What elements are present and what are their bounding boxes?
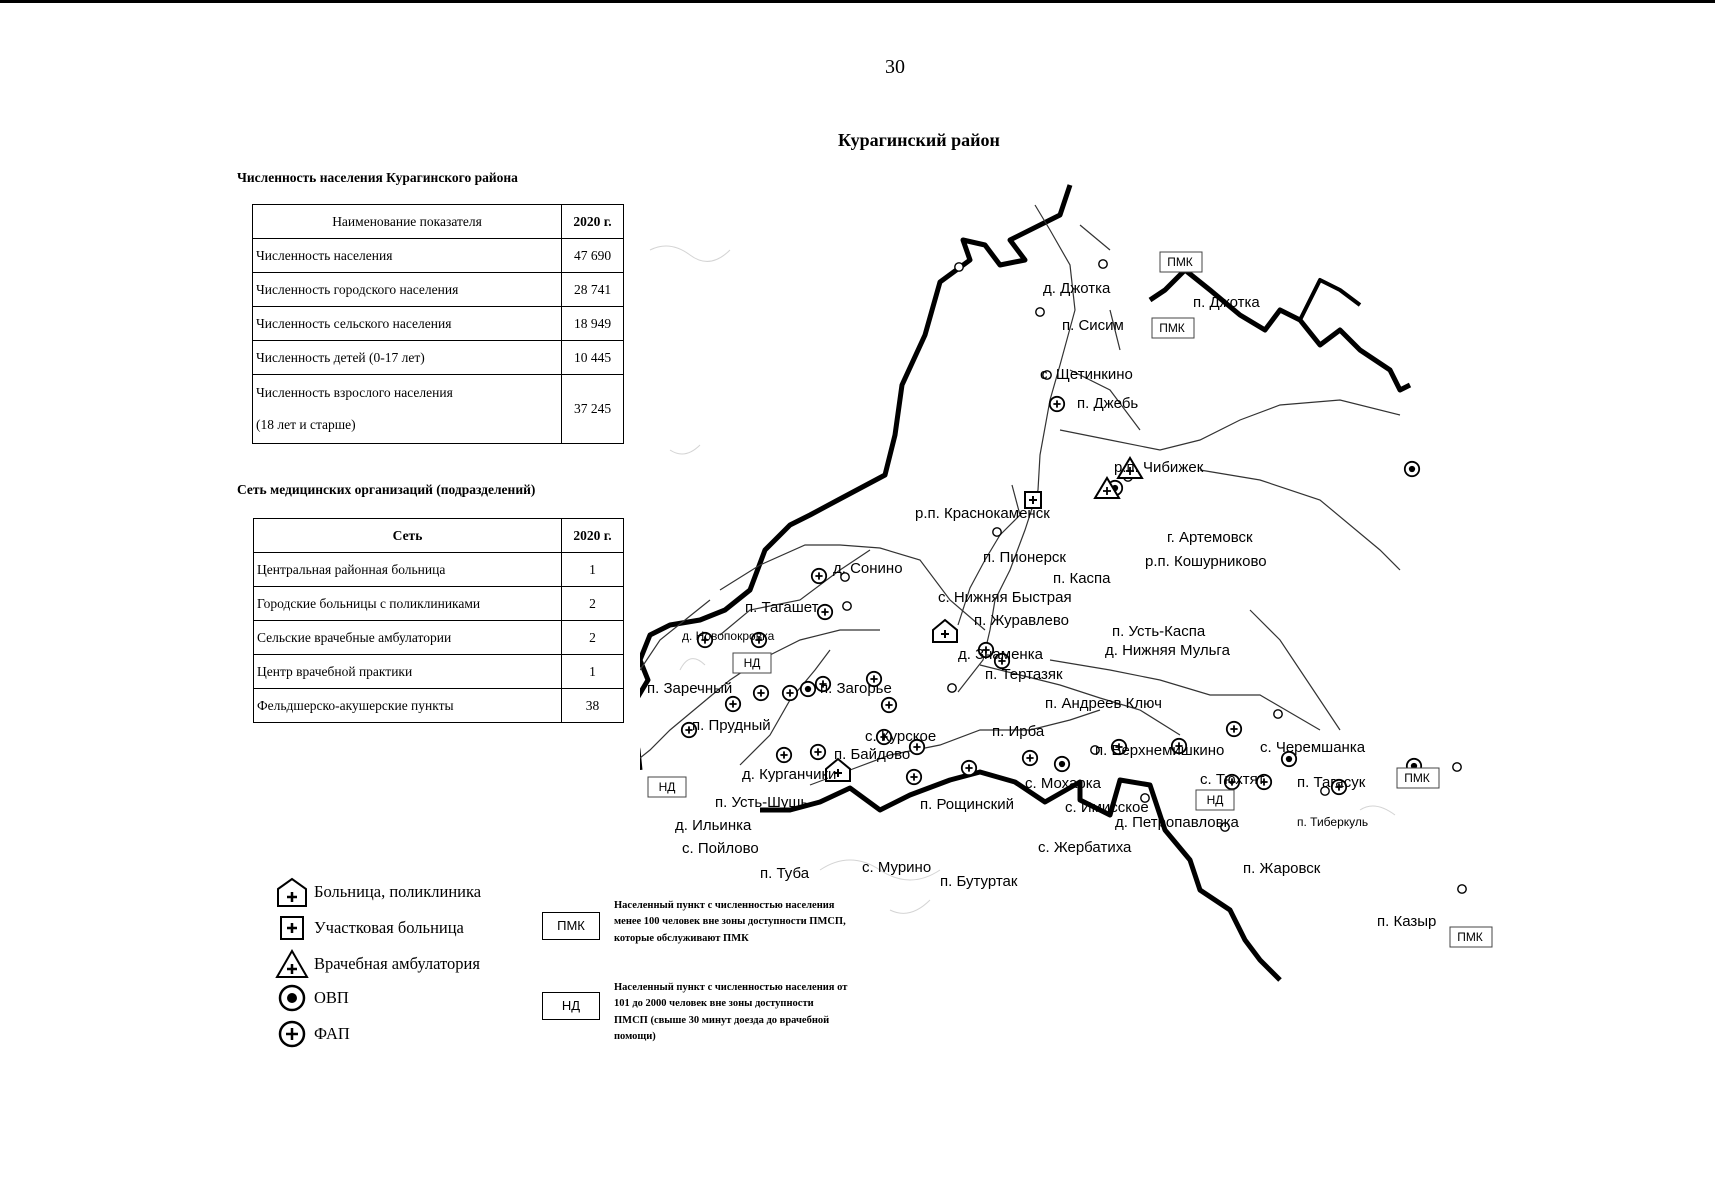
ovp-marker	[1405, 462, 1419, 476]
top-border	[0, 0, 1715, 3]
place-label: р.п. Чибижек	[1114, 459, 1204, 476]
legend-ambulatory-label: Врачебная амбулатория	[314, 954, 480, 973]
place-label: п. Сисим	[1062, 317, 1124, 334]
population-table-title: Численность населения Курагинского района	[237, 170, 518, 185]
row-label: Центр врачебной практики	[254, 655, 562, 689]
legend-fap	[274, 1018, 350, 1050]
place-label: д. Курганчики	[742, 766, 837, 783]
border-northeast-2	[1300, 280, 1360, 320]
pmk-box-label: ПМК	[1457, 930, 1483, 944]
row-value: 47 690	[562, 239, 624, 273]
place-label: п. Байдово	[834, 746, 911, 763]
table-row	[253, 273, 624, 307]
header-network: Сеть	[254, 519, 562, 553]
relief-texture	[650, 246, 1395, 913]
table-row	[253, 341, 624, 375]
place-label: с. Тюхтят	[1200, 771, 1265, 788]
row-value: 37 245	[562, 375, 624, 444]
road-network	[640, 205, 1400, 785]
place-label: д. Знаменка	[958, 646, 1043, 663]
row-label: Численность детей (0-17 лет)	[253, 341, 562, 375]
fap-marker	[812, 569, 826, 583]
row-value: 18 949	[562, 307, 624, 341]
marker	[955, 263, 963, 271]
place-labels	[647, 280, 1436, 930]
row-label-line1: Численность взрослого населения	[256, 385, 453, 400]
place-label: г. Артемовск	[1167, 529, 1253, 546]
row-label: Центральная районная больница	[254, 553, 562, 587]
nd-box	[1196, 790, 1234, 810]
table-row	[254, 587, 624, 621]
place-label: с. Щетинкино	[1040, 366, 1133, 383]
table-row	[254, 553, 624, 587]
network-table-title: Сеть медицинских организаций (подразделений)	[237, 482, 536, 497]
row-value: 38	[562, 689, 624, 723]
place-label: п. Бутуртак	[940, 873, 1018, 890]
marker	[948, 684, 956, 692]
table-row	[253, 239, 624, 273]
row-label-line2: (18 лет и старше)	[256, 417, 356, 432]
pmk-box-label: ПМК	[1159, 321, 1185, 335]
map-title: Курагинский район	[838, 130, 1000, 150]
legend-nd-text: Населенный пункт с численностью населения от 101 до 2000 человек вне зоны доступности ПМСП (свыше 30 минут доезда до врачебной помощи)	[614, 982, 848, 1042]
place-label: с. Курское	[865, 728, 937, 745]
pmk-box	[1397, 768, 1439, 788]
table-header-row	[254, 519, 624, 553]
row-value: 2	[562, 587, 624, 621]
place-label: п. Тертазяк	[985, 666, 1063, 683]
place-label: п. Пионерск	[983, 549, 1066, 566]
place-label: п. Туба	[760, 865, 810, 882]
ambulatory-icon	[274, 948, 310, 980]
place-label: с. Мохарка	[1025, 775, 1101, 792]
ovp-icon	[274, 982, 310, 1014]
row-value: 1	[562, 553, 624, 587]
fap-marker	[783, 686, 797, 700]
marker	[1453, 763, 1461, 771]
table-row	[253, 375, 624, 444]
table-row	[253, 307, 624, 341]
table-row	[254, 655, 624, 689]
row-value: 2	[562, 621, 624, 655]
legend-district-hospital-label: Участковая больница	[314, 918, 464, 937]
nd-box	[733, 653, 771, 673]
legend-hospital-label: Больница, поликлиника	[314, 882, 482, 901]
legend-fap-label: ФАП	[314, 1024, 350, 1043]
pmk-box	[1450, 927, 1492, 947]
fap-marker	[754, 686, 768, 700]
fap-marker	[882, 698, 896, 712]
hospital-icon	[933, 620, 957, 642]
place-label: д. Ильинка	[675, 817, 752, 834]
header-indicator: Наименование показателя	[253, 205, 562, 239]
row-value: 1	[562, 655, 624, 689]
pmk-box-label: ПМК	[1167, 255, 1193, 269]
place-label: д. Нижняя Мульга	[1105, 642, 1230, 659]
row-value: 10 445	[562, 341, 624, 375]
place-label: п. Жаровск	[1243, 860, 1321, 877]
place-label: с. Нижняя Быстрая	[938, 589, 1072, 606]
place-label: п. Каспа	[1053, 570, 1111, 587]
nd-box-label: НД	[743, 656, 761, 670]
row-label	[253, 375, 562, 444]
fap-marker	[907, 770, 921, 784]
place-label: с. Имисское	[1065, 799, 1149, 816]
table-row	[254, 689, 624, 723]
place-label: д. Джотка	[1043, 280, 1111, 297]
place-label: п. Тагасук	[1297, 774, 1366, 791]
ovp-marker	[801, 682, 815, 696]
place-label: п. Андреев Ключ	[1045, 695, 1162, 712]
row-label: Численность населения	[253, 239, 562, 273]
legend-ovp	[274, 982, 349, 1014]
table-header-row	[253, 205, 624, 239]
marker	[843, 602, 851, 610]
fap-marker	[811, 745, 825, 759]
place-label: д. Петропавловка	[1115, 814, 1239, 831]
place-label: с. Жербатиха	[1038, 839, 1132, 856]
fap-marker	[818, 605, 832, 619]
place-label: с. Пойлово	[682, 840, 759, 857]
place-label: п. Тиберкуль	[1297, 815, 1369, 829]
place-label: р.п. Краснокаменск	[915, 505, 1050, 522]
place-label: с. Мурино	[862, 859, 932, 876]
place-label: п. Верхнемишкино	[1095, 742, 1225, 759]
legend-pmk-text: Населенный пункт с численностью населения менее 100 человек вне зоны доступности ПМСП, которые обслуживают ПМК	[614, 900, 846, 944]
nd-box	[648, 777, 686, 797]
legend-district-hospital	[274, 912, 464, 944]
legend-ambulatory	[274, 948, 480, 980]
marker	[1099, 260, 1107, 268]
fap-marker	[777, 748, 791, 762]
place-label: п. Прудный	[692, 717, 771, 734]
place-label: п. Казыр	[1377, 913, 1437, 930]
page-number: 30	[885, 56, 905, 78]
place-label: п. Тагашет	[745, 599, 819, 616]
nd-box-label: НД	[1206, 793, 1224, 807]
network-table	[253, 518, 624, 723]
pmk-box-label: ПМК	[1404, 771, 1430, 785]
row-label: Фельдшерско-акушерские пункты	[254, 689, 562, 723]
row-label: Численность сельского населения	[253, 307, 562, 341]
marker	[1036, 308, 1044, 316]
row-label: Численность городского населения	[253, 273, 562, 307]
fap-marker	[1050, 397, 1064, 411]
fap-marker	[962, 761, 976, 775]
marker	[993, 528, 1001, 536]
fap-icon	[274, 1018, 310, 1050]
place-label: с. Черемшанка	[1260, 739, 1366, 756]
row-value: 28 741	[562, 273, 624, 307]
legend-hospital	[274, 876, 481, 908]
population-table	[252, 204, 624, 444]
row-label: Сельские врачебные амбулатории	[254, 621, 562, 655]
pmk-box	[1152, 318, 1194, 338]
marker	[1274, 710, 1282, 718]
place-label: п. Заречный	[647, 680, 733, 697]
place-label: п. Рощинский	[920, 796, 1014, 813]
place-label: р.п. Кошурниково	[1145, 553, 1267, 570]
district-map	[640, 170, 1540, 1020]
fap-marker	[1023, 751, 1037, 765]
place-label: д. Новопокровка	[682, 629, 775, 643]
nd-box-label: НД	[658, 780, 676, 794]
place-label: п. Журавлево	[974, 612, 1070, 629]
table-row	[254, 621, 624, 655]
pmk-box	[1160, 252, 1202, 272]
legend-pmk-box: ПМК	[542, 912, 600, 940]
fap-marker	[726, 697, 740, 711]
header-year: 2020 г.	[562, 519, 624, 553]
ovp-marker	[1055, 757, 1069, 771]
place-label: п. Загорье	[820, 680, 892, 697]
place-label: п. Усть-Каспа	[1112, 623, 1206, 640]
row-label: Городские больницы с поликлиниками	[254, 587, 562, 621]
marker	[1458, 885, 1466, 893]
legend-nd-box: НД	[542, 992, 600, 1020]
header-year: 2020 г.	[562, 205, 624, 239]
place-label: п. Джебь	[1077, 395, 1139, 412]
place-label: п. Ирба	[992, 723, 1045, 740]
legend-ovp-label: ОВП	[314, 988, 349, 1007]
place-label: п. Усть-Шушь	[715, 794, 809, 811]
fap-marker	[1227, 722, 1241, 736]
place-label: п. Джотка	[1193, 294, 1260, 311]
district-hospital-icon	[274, 912, 310, 944]
place-label: д. Сонино	[833, 560, 903, 577]
hospital-icon	[274, 876, 310, 908]
